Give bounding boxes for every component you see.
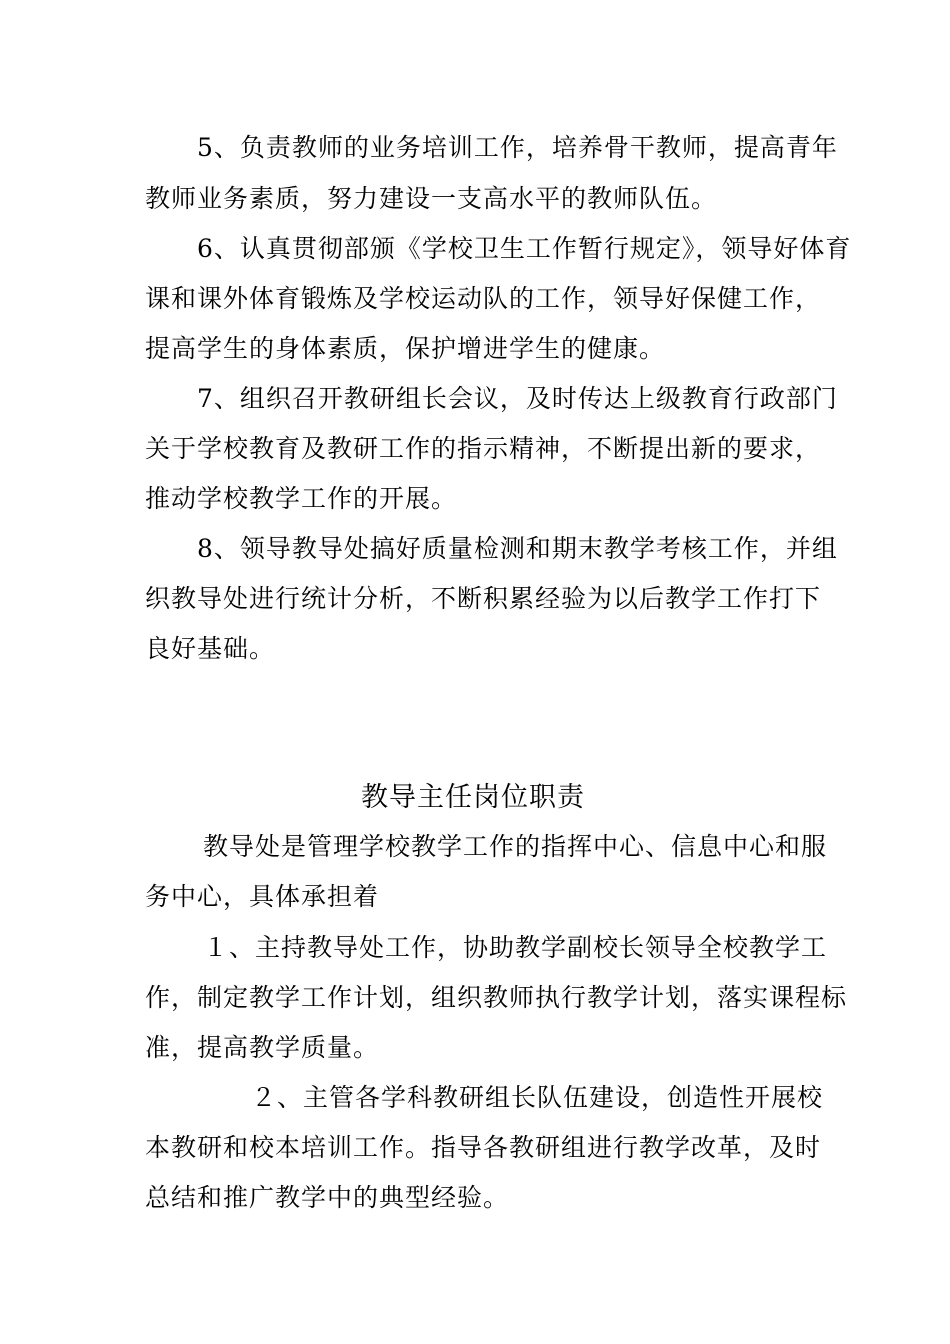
intro-line-2: 务中心，具体承担着 — [145, 882, 380, 911]
paragraph-5-line-2: 教师业务素质，努力建设一支高水平的教师队伍。 — [145, 184, 718, 213]
intro-line-1: 教导处是管理学校教学工作的指挥中心、信息中心和服 — [203, 832, 828, 861]
paragraph-6-line-1: 6、认真贯彻部颁《学校卫生工作暂行规定》，领导好体育 — [197, 234, 852, 263]
item-1-line-3: 准，提高教学质量。 — [145, 1033, 380, 1062]
paragraph-5-line-1: 5、负责教师的业务培训工作，培养骨干教师，提高青年 — [197, 133, 838, 162]
item-2-line-1: ２、主管各学科教研组长队伍建设，创造性开展校 — [251, 1083, 824, 1112]
paragraph-6-line-3: 提高学生的身体素质，保护增进学生的健康。 — [145, 334, 666, 363]
paragraph-6-line-2: 课和课外体育锻炼及学校运动队的工作，领导好保健工作， — [145, 284, 822, 313]
item-1-line-1: １、主持教导处工作，协助教学副校长领导全校教学工 — [203, 933, 828, 962]
paragraph-7-line-2: 关于学校教育及教研工作的指示精神，不断提出新的要求， — [145, 434, 822, 463]
item-2-line-3: 总结和推广教学中的典型经验。 — [145, 1183, 510, 1212]
paragraph-7-line-1: 7、组织召开教研组长会议，及时传达上级教育行政部门 — [197, 384, 838, 413]
section-title: 教导主任岗位职责 — [361, 782, 585, 813]
paragraph-8-line-1: 8、领导教导处搞好质量检测和期末教学考核工作，并组 — [197, 534, 838, 563]
item-1-line-2: 作，制定教学工作计划，组织教师执行教学计划，落实课程标 — [145, 983, 848, 1012]
paragraph-8-line-3: 良好基础。 — [145, 634, 276, 663]
item-2-line-2: 本教研和校本培训工作。指导各教研组进行教学改革，及时 — [145, 1133, 822, 1162]
paragraph-8-line-2: 织教导处进行统计分析，不断积累经验为以后教学工作打下 — [145, 584, 822, 613]
paragraph-7-line-3: 推动学校教学工作的开展。 — [145, 484, 458, 513]
